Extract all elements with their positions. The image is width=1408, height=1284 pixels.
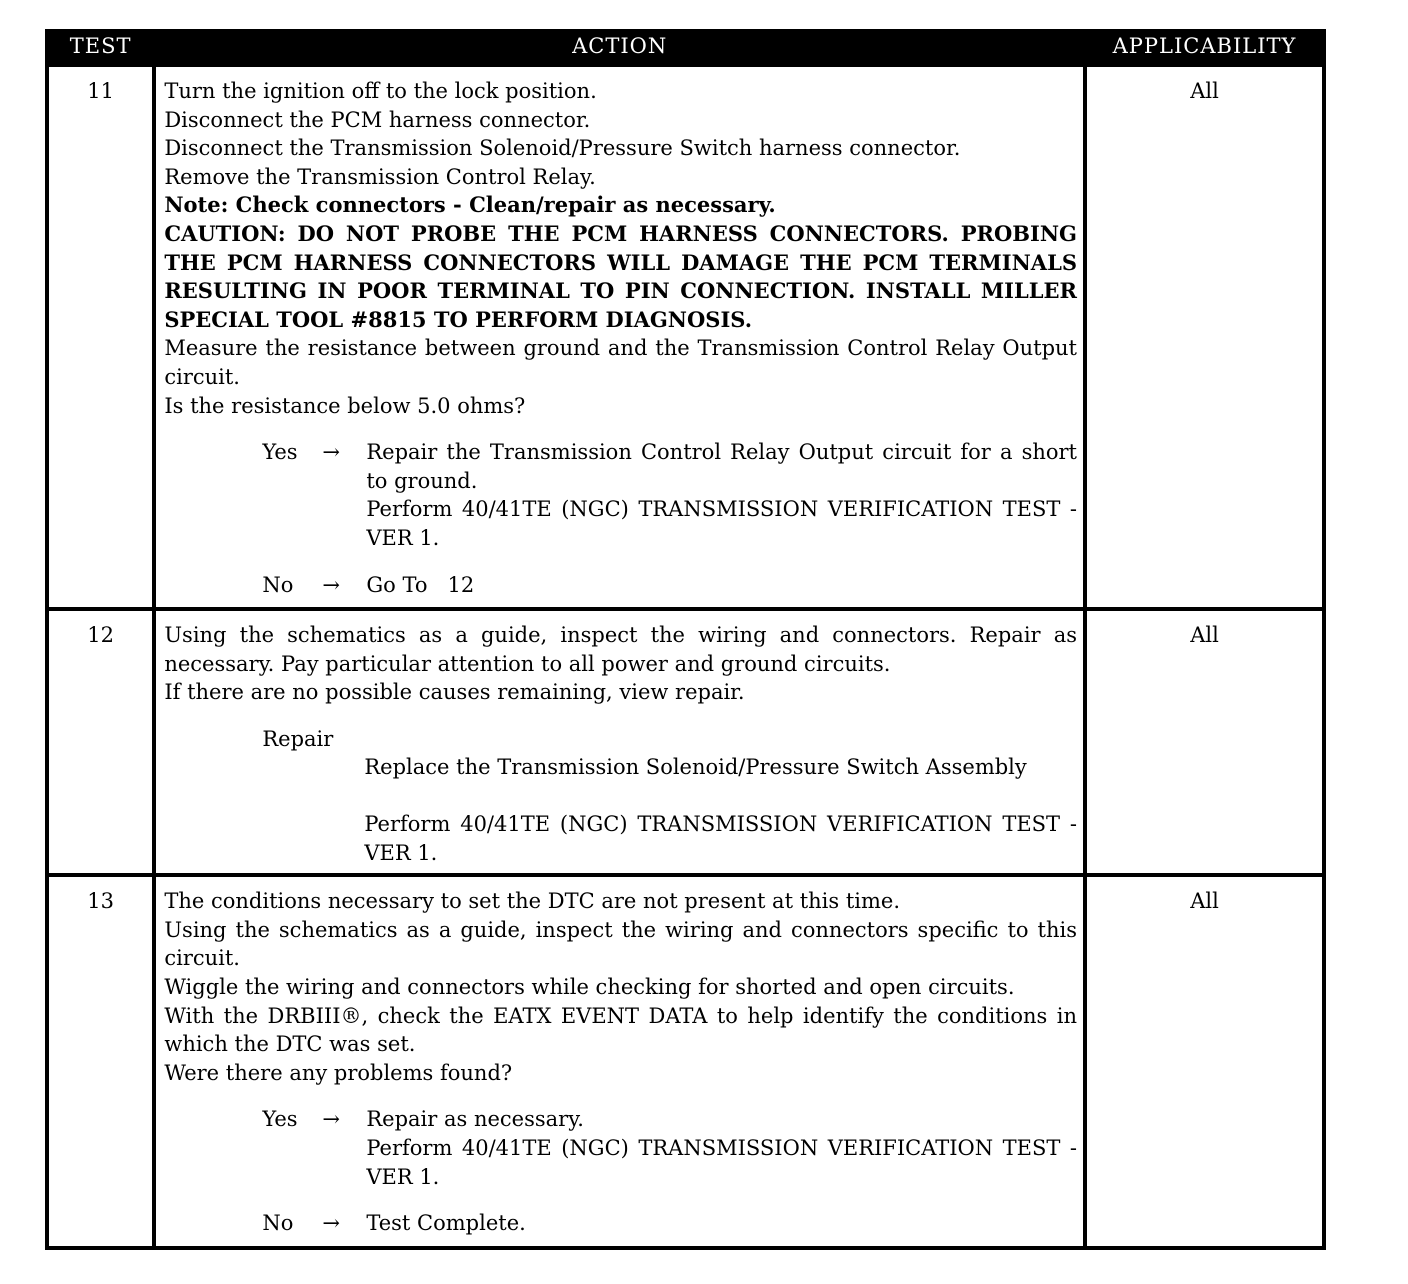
yes-action-text: Repair the Transmission Control Relay Output circuit for a short to ground.: [366, 440, 1077, 493]
table-row-test-11: [47, 65, 1324, 609]
action-step: If there are no possible causes remaining, view repair.: [164, 680, 745, 705]
repair-text: Replace the Transmission Solenoid/Pressure Switch Assembly: [364, 755, 1027, 780]
action-step: Remove the Transmission Control Relay.: [164, 164, 596, 189]
yes-action: [366, 1105, 1077, 1191]
no-response: [164, 571, 1077, 600]
note-text: Note: Check connectors - Clean/repair as necessary.: [164, 192, 776, 218]
no-label: No: [262, 1211, 294, 1236]
right-arrow-icon: →: [322, 572, 340, 597]
no-action-text: Test Complete.: [366, 1211, 526, 1236]
table-row-test-12: [47, 609, 1324, 875]
action-step: Disconnect the PCM harness connector.: [164, 107, 591, 132]
repair-verification-text: Perform 40/41TE (NGC) TRANSMISSION VERIFICATION TEST - VER 1.: [364, 812, 1077, 865]
applicability-value: All: [1085, 875, 1324, 1248]
no-response: [164, 1209, 1077, 1238]
table-row-test-13: [47, 875, 1324, 1248]
header-action: ACTION: [154, 29, 1085, 65]
yes-verification-text: Perform 40/41TE (NGC) TRANSMISSION VERIFICATION TEST - VER 1.: [366, 497, 1077, 550]
no-action-text: Go To 12: [366, 572, 475, 597]
test-number: 12: [47, 609, 154, 875]
caution-text: CAUTION: DO NOT PROBE THE PCM HARNESS CONNECTORS. PROBING THE PCM HARNESS CONNECTORS WILL DAMAGE THE PCM TERMINALS RESULTING IN POOR TERMINAL TO PIN CONNECTION. INSTALL MILLER SPECIAL TOOL #8815 TO PERFORM DIAGNOSIS.: [164, 220, 1077, 332]
test-question: Were there any problems found?: [164, 1060, 513, 1085]
repair-block: [164, 725, 1077, 867]
action-step: Turn the ignition off to the lock position.: [164, 79, 597, 103]
yes-label: Yes: [262, 440, 298, 465]
action-step: Disconnect the Transmission Solenoid/Pressure Switch harness connector.: [164, 136, 961, 161]
right-arrow-icon: →: [322, 1211, 340, 1236]
yes-response: [164, 438, 1077, 552]
measure-instruction: Measure the resistance between ground and the Transmission Control Relay Output circuit.: [164, 336, 1077, 389]
applicability-value: All: [1085, 65, 1324, 609]
yes-response: [164, 1105, 1077, 1191]
no-label: No: [262, 572, 294, 597]
action-cell: [154, 875, 1085, 1248]
action-step: The conditions necessary to set the DTC are not present at this time.: [164, 889, 900, 914]
diagnostic-test-table: [45, 29, 1326, 1250]
action-step: Using the schematics as a guide, inspect the wiring and connectors specific to this circuit.: [164, 917, 1077, 971]
header-test: TEST: [47, 29, 154, 65]
yes-verification-text: Perform 40/41TE (NGC) TRANSMISSION VERIFICATION TEST - VER 1.: [366, 1136, 1077, 1189]
test-number: 13: [47, 875, 154, 1248]
action-cell: [154, 609, 1085, 875]
action-step: Wiggle the wiring and connectors while checking for shorted and open circuits.: [164, 975, 1015, 1000]
yes-action-text: Repair as necessary.: [366, 1107, 584, 1132]
header-applicability: APPLICABILITY: [1085, 29, 1324, 65]
test-number: 11: [47, 65, 154, 609]
table-header-row: [47, 29, 1324, 65]
test-question: Is the resistance below 5.0 ohms?: [164, 393, 526, 418]
action-step: With the DRBIII®, check the EATX EVENT DATA to help identify the conditions in which the DTC was set.: [164, 1003, 1077, 1057]
yes-action: [366, 438, 1077, 552]
action-step: Using the schematics as a guide, inspect the wiring and connectors. Repair as necessary. Pay particular attention to all power and ground circuits.: [164, 623, 1077, 676]
right-arrow-icon: →: [322, 440, 340, 465]
action-cell: [154, 65, 1085, 609]
right-arrow-icon: →: [322, 1107, 340, 1132]
yes-label: Yes: [262, 1107, 298, 1132]
repair-label: Repair: [262, 726, 334, 751]
applicability-value: All: [1085, 609, 1324, 875]
